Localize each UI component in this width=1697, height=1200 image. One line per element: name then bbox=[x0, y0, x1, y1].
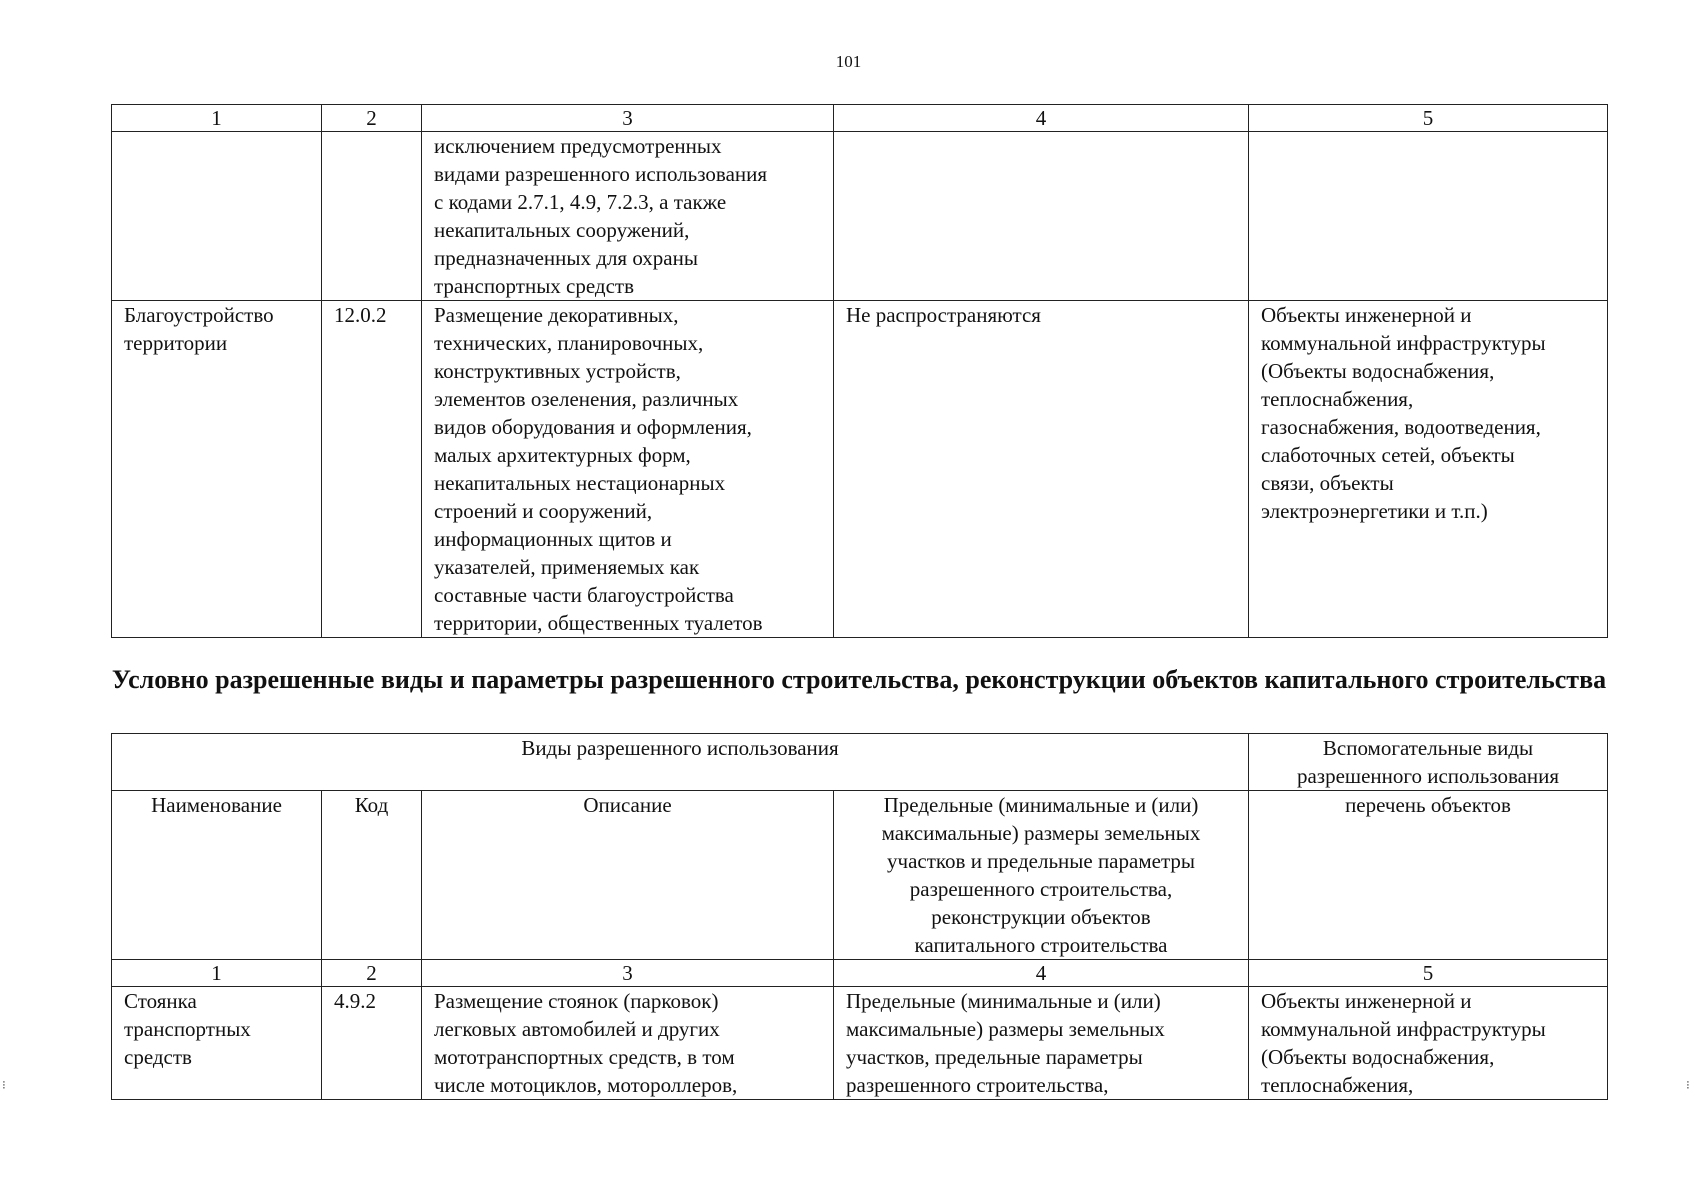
use-description: Размещение декоративных, технических, планировочных, конструктивных устройств, элементов озеленения, различных видов оборудования и оформления, малых архитектурных форм, некапитальных нестационарных строений и сооружений, информационных щитов и указателей, применяемых как составные части благоустройства территории, общественных туалетов bbox=[434, 303, 763, 635]
column-number: 3 bbox=[422, 105, 834, 132]
table-row bbox=[112, 987, 1608, 1100]
use-auxiliary: Объекты инженерной и коммунальной инфраструктуры (Объекты водоснабжения, теплоснабжения, газоснабжения, водоотведения, слаботочных сетей, объекты связи, объекты электроэнергетики и т.п.) bbox=[1261, 303, 1546, 523]
scan-mark: ⁝ bbox=[2, 1078, 6, 1092]
use-name: Стоянка транспортных средств bbox=[124, 989, 251, 1069]
group-header-row bbox=[112, 734, 1608, 791]
column-number: 1 bbox=[112, 105, 322, 132]
group-header: Виды разрешенного использования bbox=[521, 736, 839, 760]
column-number: 4 bbox=[834, 960, 1249, 987]
column-number: 5 bbox=[1249, 960, 1608, 987]
column-number: 1 bbox=[112, 960, 322, 987]
use-name: Благоустройство территории bbox=[124, 303, 274, 355]
column-number: 5 bbox=[1249, 105, 1608, 132]
column-number: 2 bbox=[322, 960, 422, 987]
table-row bbox=[112, 132, 1608, 301]
column-number: 3 bbox=[422, 960, 834, 987]
use-code: 4.9.2 bbox=[334, 989, 376, 1013]
use-code: 12.0.2 bbox=[334, 303, 387, 327]
table-row bbox=[112, 301, 1608, 638]
column-number: 2 bbox=[322, 105, 422, 132]
use-limits: Не распространяются bbox=[846, 303, 1041, 327]
column-number-row bbox=[112, 960, 1608, 987]
use-description: Размещение стоянок (парковок) легковых автомобилей и других мототранспортных средств, в том числе мотоциклов, мотороллеров, bbox=[434, 989, 738, 1097]
column-header-row bbox=[112, 791, 1608, 960]
column-header-limits: Предельные (минимальные и (или) максимальные) размеры земельных участков и предельные параметры разрешенного строительства, реконструкции объектов капитального строительства bbox=[881, 793, 1201, 957]
conditional-use-table bbox=[111, 733, 1608, 1100]
column-header-name: Наименование bbox=[151, 793, 282, 817]
zoning-table-main bbox=[111, 104, 1608, 638]
section-heading: Условно разрешенные виды и параметры разрешенного строительства, реконструкции объектов капитального строительства bbox=[111, 665, 1607, 694]
scan-mark: ⁝ bbox=[1686, 1078, 1690, 1092]
use-description: исключением предусмотренных видами разрешенного использования с кодами 2.7.1, 4.9, 7.2.3, а также некапитальных сооружений, предназначенных для охраны транспортных средств bbox=[434, 134, 768, 298]
use-auxiliary: Объекты инженерной и коммунальной инфраструктуры (Объекты водоснабжения, теплоснабжения, bbox=[1261, 989, 1546, 1097]
column-header-code: Код bbox=[354, 793, 389, 817]
column-number-row bbox=[112, 105, 1608, 132]
page-number: 101 bbox=[835, 52, 862, 71]
column-number: 4 bbox=[834, 105, 1249, 132]
column-header-auxiliary: перечень объектов bbox=[1345, 793, 1511, 817]
aux-header: Вспомогательные виды разрешенного использования bbox=[1296, 736, 1560, 788]
column-header-description: Описание bbox=[583, 793, 672, 817]
use-limits: Предельные (минимальные и (или) максимальные) размеры земельных участков, предельные параметры разрешенного строительства, bbox=[846, 989, 1165, 1097]
